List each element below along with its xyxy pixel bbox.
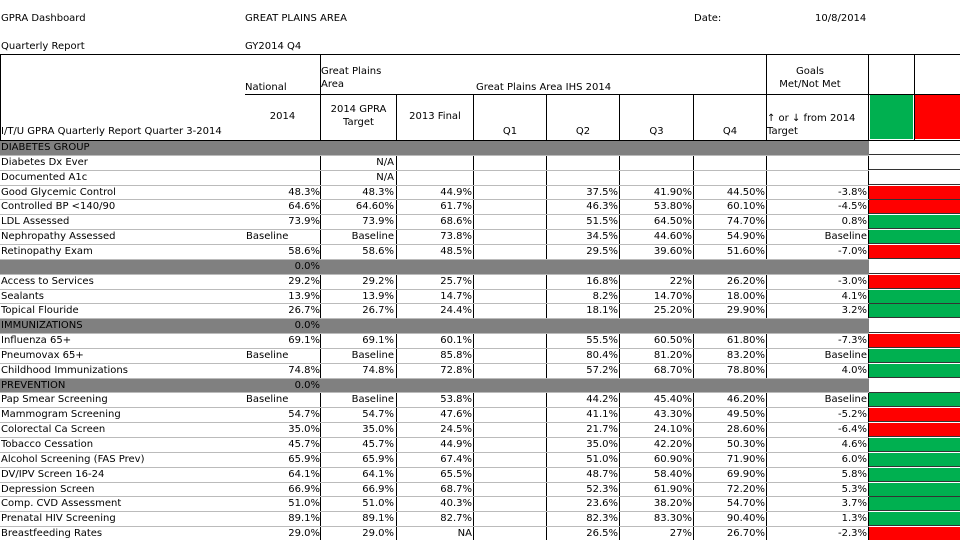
cell-national: 0.0% xyxy=(294,379,320,391)
cell-2013-final: 85.8% xyxy=(440,349,472,361)
cell-target: 51.0% xyxy=(362,498,394,510)
cell-national: 58.6% xyxy=(288,245,320,257)
cell-2013-final: 65.5% xyxy=(440,468,472,480)
cell-q3: 38.20% xyxy=(653,498,692,510)
cell-national: 45.7% xyxy=(288,439,320,450)
cell-q2: 80.4% xyxy=(586,349,618,361)
cell-q2: 41.1% xyxy=(586,409,618,421)
cell-q3: 61.90% xyxy=(653,483,692,495)
cell-q3: 42.20% xyxy=(653,439,692,450)
cell-change: Baseline xyxy=(824,231,867,243)
cell-q2: 26.5% xyxy=(586,528,618,540)
cell-q2: 35.0% xyxy=(586,439,618,450)
goal-status-indicator xyxy=(869,438,960,452)
measure-label: Controlled BP <140/90 xyxy=(1,201,116,213)
cell-national: 74.8% xyxy=(288,364,320,376)
cell-q4: 50.30% xyxy=(726,439,765,450)
cell-q2: 82.3% xyxy=(586,513,618,525)
cell-2013-final: 72.8% xyxy=(440,364,472,376)
cell-q4: 74.70% xyxy=(726,216,765,228)
cell-target: 73.9% xyxy=(362,216,394,228)
col-gp-area-line1: Great Plains xyxy=(321,66,382,77)
goal-status-indicator xyxy=(869,304,960,318)
cell-q3: 60.90% xyxy=(653,453,692,465)
col-change-line1: ↑ or ↓ from 2014 xyxy=(767,113,856,124)
cell-2013-final: 47.6% xyxy=(440,409,472,421)
cell-target: 58.6% xyxy=(362,245,394,257)
col-gpra-target-line2: Target xyxy=(343,117,374,128)
cell-q2: 21.7% xyxy=(586,424,618,436)
col-q1: Q1 xyxy=(502,126,518,137)
cell-2013-final: 40.3% xyxy=(440,498,472,510)
measure-label: LDL Assessed xyxy=(1,216,70,228)
col-gp-ihs: Great Plains Area IHS 2014 xyxy=(476,82,612,93)
cell-q4: 71.90% xyxy=(726,453,765,465)
cell-target: Baseline xyxy=(351,394,394,406)
goal-status-indicator xyxy=(869,200,960,214)
cell-target: N/A xyxy=(376,156,394,168)
goal-status-indicator xyxy=(869,379,960,393)
cell-2013-final: 53.8% xyxy=(440,394,472,406)
measure-label: Diabetes Dx Ever xyxy=(1,156,88,168)
goal-status-indicator xyxy=(869,408,960,422)
cell-q4: 83.20% xyxy=(726,349,765,361)
cell-q2: 8.2% xyxy=(592,290,618,302)
cell-change: -7.3% xyxy=(837,335,867,347)
cell-q3: 81.20% xyxy=(653,349,692,361)
cell-target: 54.7% xyxy=(362,409,394,421)
goal-status-indicator xyxy=(869,468,960,482)
measure-label: Pap Smear Screening xyxy=(1,394,108,406)
cell-change: 4.6% xyxy=(841,439,867,450)
col-gpra-target xyxy=(321,103,396,129)
cell-2013-final: 25.7% xyxy=(440,275,472,287)
cell-2013-final: 73.8% xyxy=(440,231,472,243)
cell-baseline: Baseline xyxy=(246,231,289,243)
measure-label: Alcohol Screening (FAS Prev) xyxy=(1,453,145,465)
cell-target: 65.9% xyxy=(362,453,394,465)
cell-national: 54.7% xyxy=(288,409,320,421)
measure-label: Retinopathy Exam xyxy=(1,245,93,257)
date-value: 10/8/2014 xyxy=(815,13,867,24)
goal-status-indicator xyxy=(869,186,960,200)
cell-national: 65.9% xyxy=(288,453,320,465)
cell-q4: 51.60% xyxy=(726,245,765,257)
measure-label: Depression Screen xyxy=(1,483,95,495)
report-title: I/T/U GPRA Quarterly Report Quarter 3-2014 xyxy=(1,126,222,137)
cell-2013-final: 67.4% xyxy=(440,453,472,465)
cell-target: 48.3% xyxy=(362,186,394,198)
goal-status-indicator xyxy=(869,156,960,170)
cell-q2: 48.7% xyxy=(586,468,618,480)
cell-national: 29.0% xyxy=(288,528,320,540)
cell-q3: 64.50% xyxy=(653,216,692,228)
cell-target: 64.60% xyxy=(355,201,394,213)
cell-target: 66.9% xyxy=(362,483,394,495)
goal-status-indicator xyxy=(869,483,960,497)
col-goals xyxy=(767,65,853,91)
measure-label: Mammogram Screening xyxy=(1,409,121,421)
goal-status-indicator xyxy=(869,453,960,467)
area-title: GREAT PLAINS AREA xyxy=(245,13,347,24)
cell-q4: 46.20% xyxy=(726,394,765,406)
goal-status-indicator xyxy=(869,319,960,333)
cell-national: 0.0% xyxy=(294,320,320,332)
cell-target: 26.7% xyxy=(362,305,394,317)
goal-status-indicator xyxy=(869,215,960,229)
cell-2013-final: 61.7% xyxy=(440,201,472,213)
cell-2013-final: 68.6% xyxy=(440,216,472,228)
cell-change: -6.4% xyxy=(837,424,867,436)
goal-status-indicator xyxy=(869,141,960,155)
cell-q2: 52.3% xyxy=(586,483,618,495)
cell-q3: 24.10% xyxy=(653,424,692,436)
cell-target: 74.8% xyxy=(362,364,394,376)
measure-label: DV/IPV Screen 16-24 xyxy=(1,468,105,480)
cell-2013-final: 68.7% xyxy=(440,483,472,495)
measure-label: Nephropathy Assessed xyxy=(1,231,116,243)
goal-status-indicator xyxy=(869,349,960,363)
legend-not-met-swatch xyxy=(915,95,960,139)
cell-change: 0.8% xyxy=(841,216,867,228)
cell-2013-final: 48.5% xyxy=(440,245,472,257)
measure-label: Childhood Immunizations xyxy=(1,364,128,376)
col-national: National xyxy=(245,82,287,93)
col-change-line2: Target xyxy=(767,126,798,137)
cell-q4: 69.90% xyxy=(726,468,765,480)
measure-label: Tobacco Cessation xyxy=(1,439,94,450)
cell-q2: 18.1% xyxy=(586,305,618,317)
cell-change: -4.5% xyxy=(837,201,867,213)
cell-target: 29.2% xyxy=(362,275,394,287)
cell-q4: 18.00% xyxy=(726,290,765,302)
col-q3: Q3 xyxy=(649,126,664,137)
cell-q3: 60.50% xyxy=(653,335,692,347)
cell-2013-final: 24.4% xyxy=(440,305,472,317)
cell-national: 73.9% xyxy=(288,216,320,228)
goal-status-indicator xyxy=(869,260,960,274)
cell-q2: 46.3% xyxy=(586,201,618,213)
cell-q2: 23.6% xyxy=(586,498,618,510)
goal-status-indicator xyxy=(869,230,960,244)
cell-2013-final: 60.1% xyxy=(440,335,472,347)
goal-status-indicator xyxy=(869,364,960,378)
cell-national: 64.1% xyxy=(288,468,320,480)
cell-change: Baseline xyxy=(824,349,867,361)
cell-change: 5.8% xyxy=(841,468,867,480)
cell-q3: 27% xyxy=(669,528,692,540)
cell-q3: 14.70% xyxy=(653,290,692,302)
section-band xyxy=(0,319,869,333)
goal-status-indicator xyxy=(869,393,960,407)
date-label: Date: xyxy=(694,13,722,24)
cell-q4: 78.80% xyxy=(726,364,765,376)
cell-q3: 22% xyxy=(669,275,692,287)
cell-2013-final: 82.7% xyxy=(440,513,472,525)
cell-q3: 41.90% xyxy=(653,186,692,198)
cell-q2: 16.8% xyxy=(586,275,618,287)
cell-national: 66.9% xyxy=(288,483,320,495)
cell-q2: 37.5% xyxy=(586,186,618,198)
cell-q2: 44.2% xyxy=(586,394,618,406)
col-goals-line2: Met/Not Met xyxy=(779,79,841,90)
cell-q4: 26.70% xyxy=(726,528,765,540)
cell-change: 4.1% xyxy=(841,290,867,302)
cell-q3: 44.60% xyxy=(653,231,692,243)
cell-q3: 45.40% xyxy=(653,394,692,406)
goal-status-indicator xyxy=(869,527,960,540)
section-band xyxy=(0,141,869,155)
cell-national: 48.3% xyxy=(288,186,320,198)
cell-national: 51.0% xyxy=(288,498,320,510)
measure-label: Documented A1c xyxy=(1,171,88,183)
cell-change: 4.0% xyxy=(841,364,867,376)
cell-change: -2.3% xyxy=(837,528,867,540)
cell-change: 5.3% xyxy=(841,483,867,495)
cell-target: 13.9% xyxy=(362,290,394,302)
measure-label: Pneumovax 65+ xyxy=(1,349,84,361)
legend-met-swatch xyxy=(870,95,913,139)
cell-q4: 54.70% xyxy=(726,498,765,510)
cell-change: 3.2% xyxy=(841,305,867,317)
measure-label: Prenatal HIV Screening xyxy=(1,513,116,525)
cell-q4: 54.90% xyxy=(726,231,765,243)
measure-label: Topical Flouride xyxy=(1,305,79,317)
cell-q4: 44.50% xyxy=(726,186,765,198)
goal-status-indicator xyxy=(869,423,960,437)
cell-2013-final: 24.5% xyxy=(440,424,472,436)
cell-q2: 51.0% xyxy=(586,453,618,465)
section-label: DIABETES GROUP xyxy=(1,142,90,153)
cell-target: Baseline xyxy=(351,231,394,243)
cell-change: -3.8% xyxy=(837,186,867,198)
cell-q4: 60.10% xyxy=(726,201,765,213)
cell-2013-final: NA xyxy=(457,528,472,540)
cell-change: -3.0% xyxy=(837,275,867,287)
cell-change: Baseline xyxy=(824,394,867,406)
goal-status-indicator xyxy=(869,512,960,526)
cell-change: -5.2% xyxy=(837,409,867,421)
col-2014: 2014 xyxy=(269,111,296,122)
col-q4: Q4 xyxy=(722,126,738,137)
cell-baseline: Baseline xyxy=(246,394,289,406)
goal-status-indicator xyxy=(869,290,960,304)
measure-label: Colorectal Ca Screen xyxy=(1,424,106,436)
cell-change: 6.0% xyxy=(841,453,867,465)
section-label: PREVENTION xyxy=(1,379,66,391)
col-change xyxy=(767,112,855,138)
goal-status-indicator xyxy=(869,497,960,511)
cell-target: 69.1% xyxy=(362,335,394,347)
cell-baseline: Baseline xyxy=(246,349,289,361)
cell-change: -7.0% xyxy=(837,245,867,257)
cell-target: 64.1% xyxy=(362,468,394,480)
cell-target: 45.7% xyxy=(362,439,394,450)
cell-change: 1.3% xyxy=(841,513,867,525)
measure-label: Influenza 65+ xyxy=(1,335,72,347)
col-gpra-target-line1: 2014 GPRA xyxy=(330,104,387,115)
goal-status-indicator xyxy=(869,275,960,289)
cell-national: 26.7% xyxy=(288,305,320,317)
measure-label: Breastfeeding Rates xyxy=(1,528,103,540)
cell-national: 64.6% xyxy=(288,201,320,213)
cell-change: 3.7% xyxy=(841,498,867,510)
cell-q4: 26.20% xyxy=(726,275,765,287)
cell-q2: 57.2% xyxy=(586,364,618,376)
col-2013-final: 2013 Final xyxy=(409,111,461,122)
cell-2013-final: 44.9% xyxy=(440,439,472,450)
cell-q4: 28.60% xyxy=(726,424,765,436)
cell-q3: 68.70% xyxy=(653,364,692,376)
col-gp-area-line2: Area xyxy=(321,79,345,90)
section-label: IMMUNIZATIONS xyxy=(1,320,83,332)
cell-2013-final: 44.9% xyxy=(440,186,472,198)
report-type: Quarterly Report xyxy=(1,41,85,52)
cell-q2: 34.5% xyxy=(586,231,618,243)
cell-q3: 58.40% xyxy=(653,468,692,480)
cell-national: 35.0% xyxy=(288,424,320,436)
cell-q2: 51.5% xyxy=(586,216,618,228)
col-q2: Q2 xyxy=(575,126,591,137)
cell-q4: 72.20% xyxy=(726,483,765,495)
cell-q2: 29.5% xyxy=(586,245,618,257)
measure-label: Comp. CVD Assessment xyxy=(1,498,122,510)
cell-q4: 61.80% xyxy=(726,335,765,347)
cell-target: 35.0% xyxy=(362,424,394,436)
cell-q4: 49.50% xyxy=(726,409,765,421)
section-band xyxy=(0,379,869,393)
cell-q2: 55.5% xyxy=(586,335,618,347)
cell-target: Baseline xyxy=(351,349,394,361)
cell-2013-final: 14.7% xyxy=(440,290,472,302)
cell-target: 89.1% xyxy=(362,513,394,525)
cell-q3: 83.30% xyxy=(653,513,692,525)
cell-target: 29.0% xyxy=(362,528,394,540)
cell-national: 13.9% xyxy=(288,290,320,302)
cell-national: 69.1% xyxy=(288,335,320,347)
section-band xyxy=(0,260,869,274)
cell-national: 29.2% xyxy=(288,275,320,287)
measure-label: Sealants xyxy=(1,290,45,302)
cell-q4: 90.40% xyxy=(726,513,765,525)
measure-label: Good Glycemic Control xyxy=(1,186,116,198)
cell-target: N/A xyxy=(376,171,394,183)
cell-q3: 43.30% xyxy=(653,409,692,421)
goal-status-indicator xyxy=(869,171,960,185)
col-gp-area xyxy=(321,65,381,91)
cell-q3: 53.80% xyxy=(653,201,692,213)
fiscal-period: GY2014 Q4 xyxy=(245,41,302,52)
cell-q4: 29.90% xyxy=(726,305,765,317)
cell-national: 89.1% xyxy=(288,513,320,525)
goal-status-indicator xyxy=(869,334,960,348)
cell-national: 0.0% xyxy=(294,260,320,272)
cell-q3: 25.20% xyxy=(653,305,692,317)
app-title: GPRA Dashboard xyxy=(1,13,86,24)
cell-q3: 39.60% xyxy=(653,245,692,257)
col-goals-line1: Goals xyxy=(796,66,824,77)
measure-label: Access to Services xyxy=(1,275,94,287)
goal-status-indicator xyxy=(869,245,960,259)
